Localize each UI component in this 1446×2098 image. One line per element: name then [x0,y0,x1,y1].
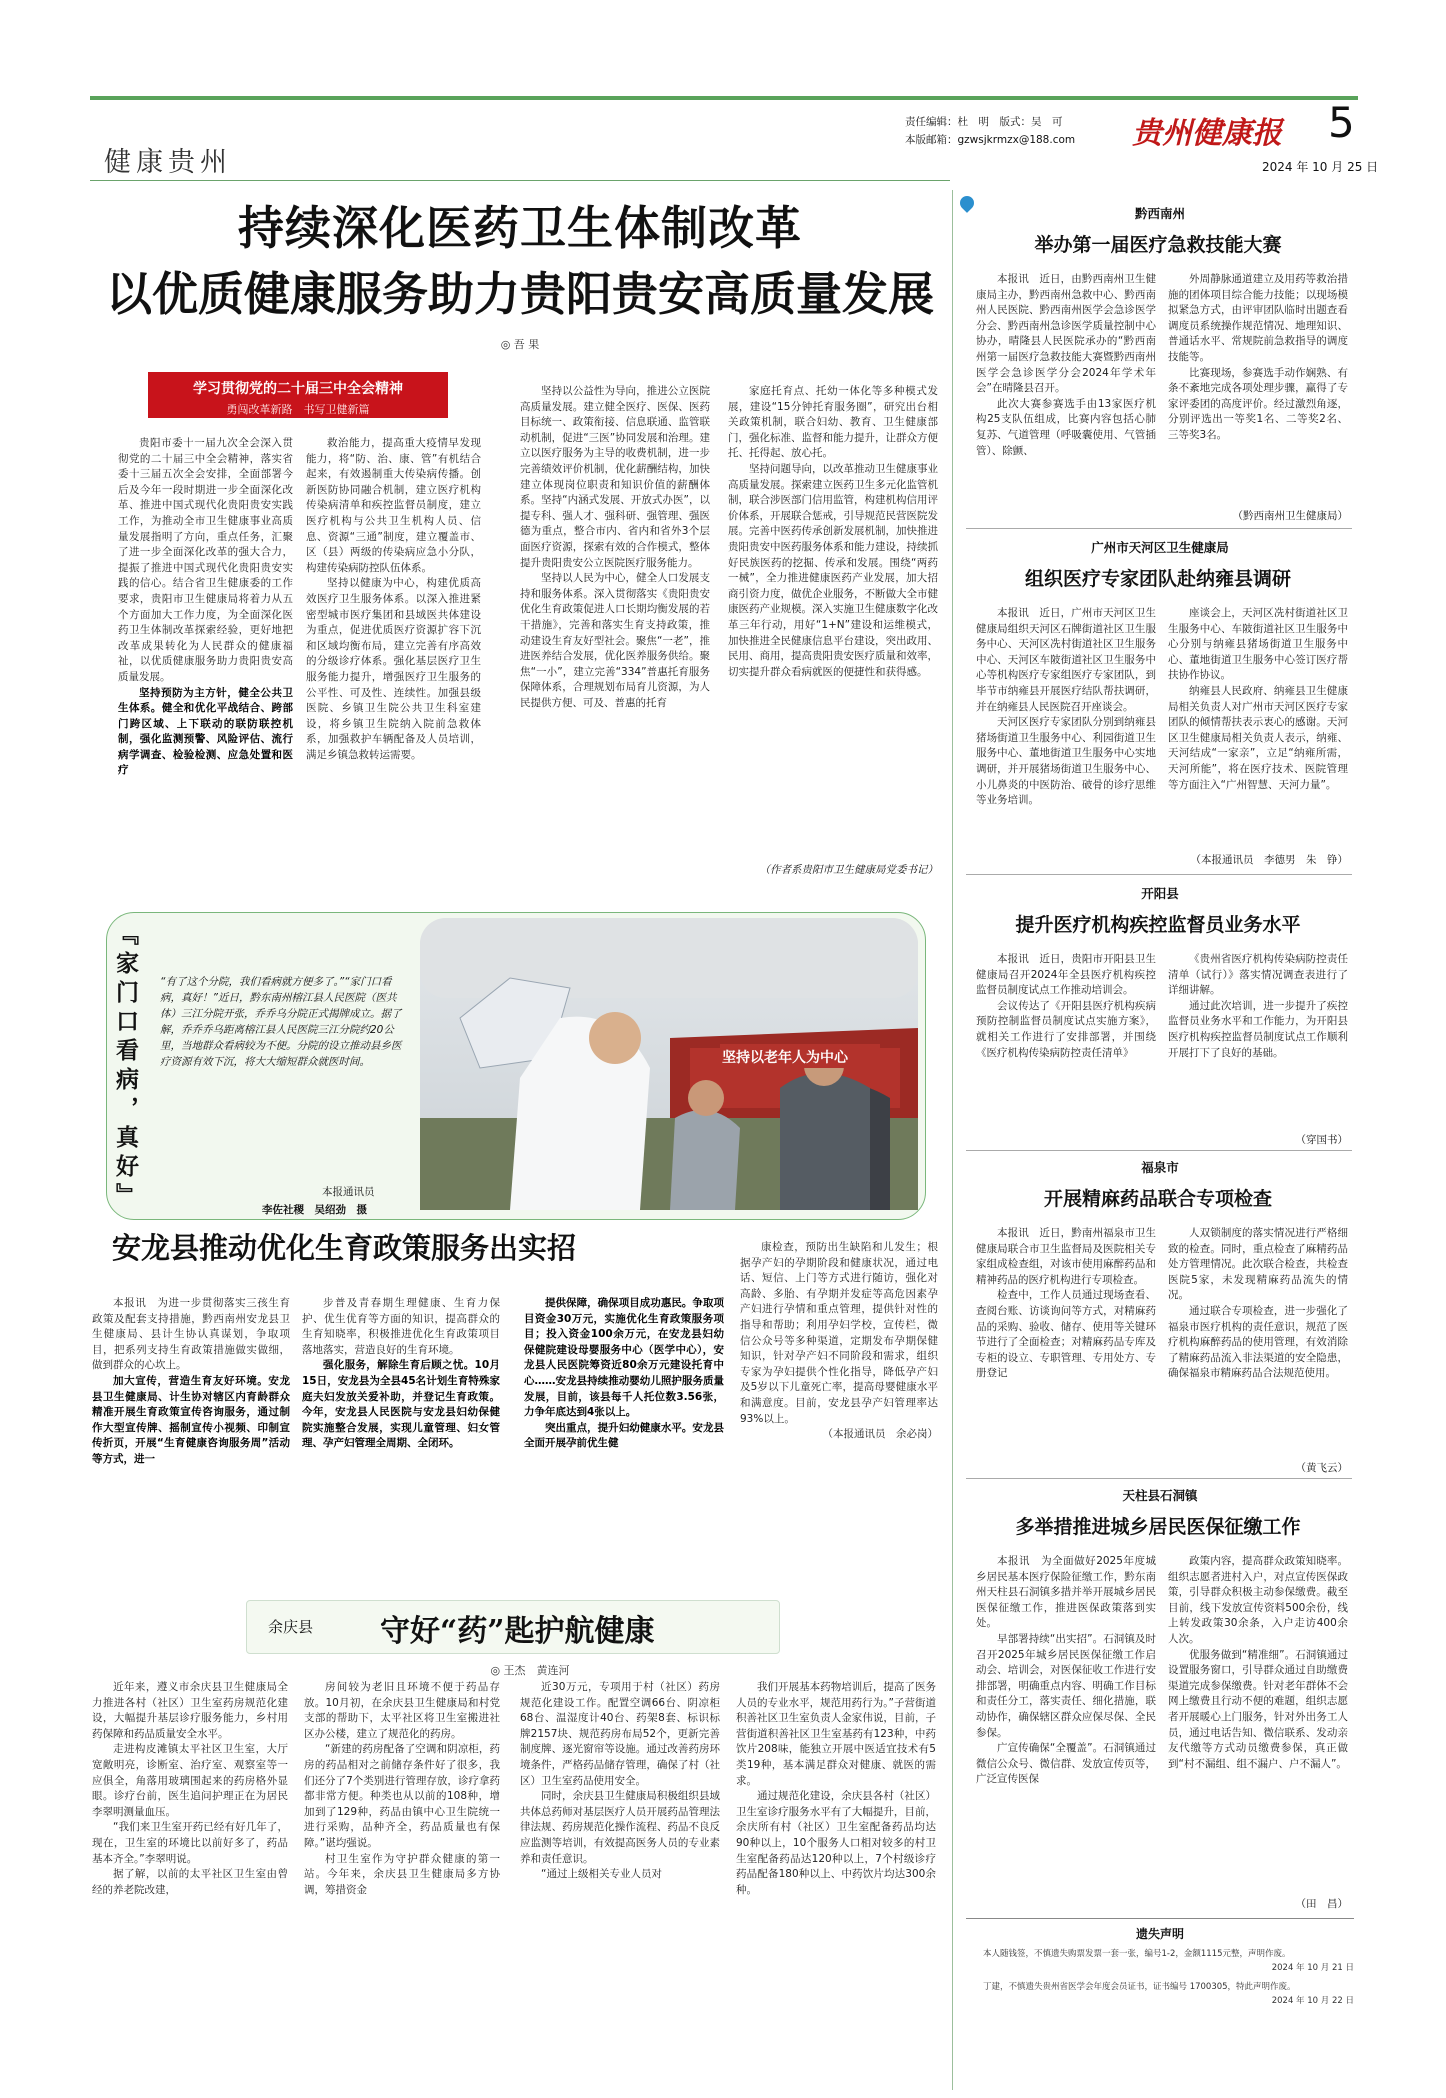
yuqing-column-3 [520,1680,720,2080]
lead-title-line1: 持续深化医药卫生体制改革 [238,201,802,255]
lead-paragraph: 坚持问题导向，以改革推动卫生健康事业高质量发展。探索建立医药卫生多元化监管机制，联合涉医部门信用监管，构建机构信用评价体系，开展联合惩戒，引导规范民营医院发展。完善中医药传承创新发展机制，加快推进贵阳贵安中医药服务体系和能力建设，持续抓好民族医药的挖掘、传承和发展。围绕“两药一械”，全力推进健康医药产业发展，加大招商引资力度，做优企业服务，不断做大全市健康医药产业规模。深入实施卫生健康数字化改革三年行动，用好“1+N”建设和运维模式，加快推进全民健康信息平台建设，突出政用、民用、商用，提高贵阳贵安医疗质量和效率，切实提升群众看病就医的便捷性和获得感。 [728,462,938,678]
notice-title: 遗失声明 [1135,1927,1184,1941]
notice-date: 2024 年 10 月 22 日 [1271,1996,1354,2006]
news-column [976,1226,1156,1476]
yuqing-paragraph: 房间较为老旧且环境不便于药品存放。10月初，在余庆县卫生健康局和村党支部的帮助下，太平社区将卫生室搬进社区办公楼，建立了规范化的药房。 [304,1681,500,1740]
lead-paragraph: 贵阳市委十一届九次全会深入贯彻党的二十届三中全会精神，落实省委十三届五次全会安排，全面部署今后及今年一段时期进一步全面深化改革、推进中国式现代化贵阳贵安实践工作，为推动全市卫生健康事业高质量发展指明了方向，重点任务，汇聚了进一步全面深化改革的强大合力，提振了推进中国式现代化贵阳贵安实践的信心。结合省卫生健康委的工作要求，贵阳市卫生健康局将着力从五个方面加大工作力度，为全面深化医药卫生体制改革探索经验，更好地把改革成果转化为人民群众的健康福祉，以优质健康服务助力贵阳贵安高质量发展。 [118,437,293,683]
yuqing-paragraph: “通过上级相关专业人员对 [541,1868,662,1881]
news-credit: （田 昌） [1295,1898,1348,1910]
lead-paragraph: 坚持以健康为中心，构建优质高效医疗卫生服务体系。以深入推进紧密型城市医疗集团和县域医共体建设为重点，促进优质医疗资源扩容下沉和区域均衡布局，建立完善有序高效的分级诊疗体系。强化基层医疗卫生服务能力提升，增强医疗卫生服务的公平性、可及性、连续性。加强县级医院、乡镇卫生院公共卫生科室建设，将乡镇卫生院纳入院前急救体系，加强救护车辆配备及人员培训，满足乡镇急救转运需要。 [306,577,481,761]
news-credit: （穿国书） [1295,1134,1348,1146]
photo-feature-vertical-title: 『家门口看病，真好』 [112,922,139,1212]
section-rule [90,180,950,181]
page-number: 5 [1328,98,1355,147]
yuqing-column-1 [92,1680,288,2080]
news-column [1168,952,1348,1122]
masthead-logo: 贵州健康报 [1132,116,1282,151]
news-paragraph: 会议传达了《开阳县医疗机构疾病预防控制监督员制度试点实施方案》，就相关工作进行了安排部署，并围绕《医疗机构传染病防控责任清单》 [976,999,1156,1059]
yuqing-paragraph: 村卫生室作为守护群众健康的第一站。今年来，余庆县卫生健康局多方协调，筹措资金 [304,1852,500,1896]
lead-paragraph: 坚持以公益性为导向，推进公立医院高质量发展。建立健全医疗、医保、医药目标统一、政策衔接、信息联通、监管联动机制，促进“三医”协同发展和治理。建立以医疗服务为主导的收费机制，进一步完善绩效评价机制，优化薪酬结构，加快建立体现岗位职责和知识价值的薪酬体系。坚持“内涵式发展、开放式办医”，以提专科、强人才、强科研、强管理、强医德为重点，整合市内、省内和省外3个层面医疗资源，探索有效的合作模式，整体提升贵阳贵安公立医院医疗服务能力。 [520,385,710,569]
top-rule [90,96,1358,100]
news-photo [420,918,918,1210]
news-credit: （本报通讯员 李德男 朱 铮） [1190,854,1348,866]
news-paragraph: 比赛现场，参赛选手动作娴熟、有条不紊地完成各项处理步骤，赢得了专家评委团的高度评价。经过激烈角逐，分别评选出一等奖1名、二等奖2名、三等奖3名。 [1168,366,1348,441]
email-line: 本版邮箱：gzwsjkrmzx@188.com [905,134,1076,146]
lead-paragraph: 坚持预防为主方针，健全公共卫生体系。健全和优化平战结合、跨部门跨区域、上下联动的联防联控机制，强化监测预警、风险评估、流行病学调查、检验检测、应急处置和医疗 [118,686,293,777]
news-column [976,272,1156,518]
news-region: 天柱县石洞镇 [1122,1488,1198,1503]
section-label: 健康贵州 [104,147,232,178]
anlong-column-3 [524,1296,724,1596]
news-divider [966,1150,1352,1151]
news-paragraph: 纳雍县人民政府、纳雍县卫生健康局相关负责人对广州市天河区医疗专家团队的倾情帮扶表示衷心的感谢。天河区卫生健康局相关负责人表示，纳雍、天河结成“一家亲”，立足“纳雍所需，天河所能”，将在医疗技术、医院管理等方面注入“广州智慧、天河力量”。 [1168,684,1348,791]
anlong-column-4 [740,1240,938,1586]
photo-credit-names: 李佐社稷 吴绍劲 摄 [262,1204,367,1216]
photo-credit-label: 本报通讯员 [322,1186,375,1198]
news-column [976,606,1156,868]
lost-notice [966,1918,1354,2069]
photo-banner-text: 坚持以老年人为中心 [722,1050,848,1066]
anlong-paragraph: 康检查，预防出生缺陷和儿发生；根据孕产妇的孕期阶段和健康状况，通过电话、短信、上门等方式进行随访，强化对高龄、多胎、有孕期并发症等高危因素孕产妇进行孕情和重点管理，提供针对性的指导和帮助；利用孕妇学校，宣传栏，微信公众号等多种渠道，定期发布孕期保健知识，针对孕产妇不同阶段和需求，组织专家为孕妇提供个性化指导，降低孕产妇及5岁以下儿童死亡率，提高母婴健康水平和满意度。目前，安龙县孕产妇管理率达93%以上。 [740,1241,938,1425]
anlong-column-2 [302,1296,500,1596]
news-region: 开阳县 [1141,886,1179,901]
lead-column-4 [728,384,938,854]
lead-title-line2: 以优质健康服务助力贵阳贵安高质量发展 [106,267,934,321]
notice-line: 丁建，不慎遗失贵州省医学会年度会员证书，证书编号 1700305，特此声明作废。 [983,1982,1296,1992]
news-divider [966,528,1352,529]
news-divider [966,874,1352,875]
column-divider [952,190,953,2090]
news-paragraph: 此次大赛参赛选手由13家医疗机构25支队伍组成，比赛内容包括心肺复苏、气道管理（呼吸囊使用、气管插管）、除颤、 [976,397,1156,457]
news-region: 福泉市 [1141,1160,1179,1175]
campaign-banner [148,372,448,418]
lead-paragraph: 坚持以人民为中心，健全人口发展支持和服务体系。深入贯彻落实《贵阳贵安优化生育政策促进人口长期均衡发展的若干措施》，完善和落实生育支持政策，推动建设生育友好型社会。聚焦“一老”，推进医养结合发展，优化医养服务供给。聚焦“一小”，建立完善“334”普惠托育服务保障体系，合理规划布局育儿资源，为人民提供方便、可及、普惠的托育 [520,572,710,709]
anlong-paragraph: 提供保障，确保项目成功惠民。争取项目资金30万元，实施优化生育政策服务项目；投入资金100余万元，在安龙县妇幼保健院建设母婴服务中心（医学中心），安龙县人民医院筹资近80余万元建设托育中心……安龙县持续推动婴幼儿照护服务质量发展，目前，该县每千人托位数3.56张，力争年底达到4张以上。 [524,1297,724,1419]
lead-credit: （作者系贵阳市卫生健康局党委书记） [759,864,938,876]
news-paragraph: 检查中，工作人员通过现场查看、查阅台账、访谈询问等方式，对精麻药品的采购、验收、储存、使用等关键环节进行了全面检查；对精麻药品专库及专柜的设立、专职管理、专用处方、专册登记 [976,1289,1156,1380]
news-title: 组织医疗专家团队赴纳雍县调研 [1024,568,1291,590]
news-title: 提升医疗机构疾控监督员业务水平 [1015,914,1301,936]
news-column [976,1554,1156,1914]
photo-caption [160,974,404,1070]
news-title: 多举措推进城乡居民医保征缴工作 [1015,1516,1301,1538]
news-paragraph: 本报讯 为全面做好2025年度城乡居民基本医疗保险征缴工作，黔东南州天柱县石洞镇多措并举开展城乡居民医保征缴工作，推进医保政策落到实处。 [976,1555,1156,1630]
lead-author: ◎ 吾 果 [500,338,540,351]
lead-column-1 [118,436,293,906]
location-pin-icon [957,193,977,213]
news-paragraph: 座谈会上，天河区冼村街道社区卫生服务中心、车陂街道社区卫生服务中心分别与纳雍县猪场街道卫生服务中心、董地街道卫生服务中心签订医疗帮扶协作协议。 [1168,607,1348,682]
news-divider [966,1478,1352,1479]
anlong-paragraph: 加大宣传，营造生育友好环境。安龙县卫生健康局、计生协对辖区内育龄群众精准开展生育政策宣传咨询服务，通过制作大型宣传牌、摇制宣传小视频、印制宣传折页，开展“生育健康咨询服务周”活动等方式，进一 [92,1374,290,1465]
anlong-column-1 [92,1296,290,1596]
news-paragraph: 通过此次培训，进一步提升了疾控监督员业务水平和工作能力，为开阳县医疗机构疾控监督员制度试点工作顺利开展打下了良好的基础。 [1168,999,1348,1059]
yuqing-title: 守好“药”匙护航健康 [380,1614,655,1649]
lead-paragraph: 家庭托育点、托幼一体化等多种模式发展，建设“15分钟托育服务圈”，研究出台相关政策机制，联合妇幼、教育、卫生健康部门，强化标准、监督和能力提升，让群众方便托、托得起、放心托。 [728,385,938,460]
notice-date: 2024 年 10 月 21 日 [1271,1963,1354,1973]
news-column [1168,272,1348,494]
yuqing-paragraph: 近30万元，专项用于村（社区）药房规范化建设工作。配置空调66台、阴凉柜68台、温湿度计40台、药架8套、标识标牌2157块、规范药房布局52个，更新完善制度牌、逐光窗帘等设施。通过改善药房环境条件，严格药品储存管理，确保了村（社区）卫生室药品使用安全。 [520,1681,720,1787]
news-paragraph: 天河区医疗专家团队分别到纳雍县猪场街道卫生服务中心、利园街道卫生服务中心、董地街道卫生服务中心实地调研，并开展猪场街道卫生服务中心、小儿鼻炎的中医防治、破骨的诊疗思维等业务培训。 [976,716,1156,807]
anlong-credit: （本报通讯员 余必岗） [822,1428,938,1441]
yuqing-paragraph: 同时，余庆县卫生健康局积极组织县域共体总药师对基层医疗人员开展药品管理法律法规、药房规范化操作流程、药品不良反应监测等培训，有效提高医务人员的专业素养和责任意识。 [520,1790,720,1865]
anlong-paragraph: 突出重点，提升妇幼健康水平。安龙县全面开展孕前优生健 [524,1421,724,1450]
anlong-paragraph: 本报讯 为进一步贯彻落实三孩生育政策及配套支持措施，黔西南州安龙县卫生健康局、县计生协认真谋划，争取项目，把系列支持生育政策措施做实做细，做到群众的心坎上。 [92,1297,290,1372]
yuqing-author: ◎ 王杰 黄连河 [490,1664,570,1677]
news-column [1168,1226,1348,1454]
news-paragraph: 人双锁制度的落实情况进行严格细致的检查。同时，重点检查了麻精药品处方管理情况。此次联合检查，共检查医院5家，未发现精麻药品流失的情况。 [1168,1227,1348,1302]
campaign-banner-title: 学习贯彻党的二十届三中全会精神 [193,381,403,397]
yuqing-paragraph: 通过规范化建设，余庆县各村（社区）卫生室诊疗服务水平有了大幅提升，目前，余庆所有村（社区）卫生室配备药品均达90种以上，10个服务人口相对较多的村卫生室配备药品达120种以上，7个村级诊疗药品配备180种以上、中药饮片均达300余种。 [736,1790,936,1896]
photo-caption-text: “有了这个分院，我们看病就方便多了。”“家门口看病，真好！”近日，黔东南州榕江县人民医院（医共体）三江分院开张，乔乔乌分院正式揭牌成立。据了解，乔乔乔乌距离榕江县人民医院三江分院约20公里，当地群众看病较为不便。分院的设立推动县乡医疗资源有效下沉，将大大缩短群众就医时间。 [160,976,402,1068]
notice-line: 本人随钱签，不慎遗失购票发票一套一张，编号1-2，金额1115元整，声明作废。 [983,1949,1291,1959]
news-region: 广州市天河区卫生健康局 [1091,540,1229,555]
yuqing-paragraph: “我们来卫生室开药已经有好几年了，现在，卫生室的环境比以前好多了，药品基本齐全。”李翠明说。 [92,1821,288,1865]
news-credit: （黔西南州卫生健康局） [1232,510,1348,522]
news-column [1168,606,1348,848]
news-credit: （黄飞云） [1295,1462,1348,1474]
yuqing-paragraph: 我们开展基本药物培训后，提高了医务人员的专业水平，规范用药行为。”子营街道积善社区卫生室负责人金家伟说，目前，子营街道积善社区卫生室基药有123种，中药饮片208味，能独立开展中医适宜技术有5类19种，基本满足群众对健康、就医的需求。 [736,1681,936,1787]
news-column [976,952,1156,1142]
news-paragraph: 通过联合专项检查，进一步强化了福泉市医疗机构的责任意识，规范了医疗机构麻醉药品的使用管理，有效消除了精麻药品流入非法渠道的安全隐患，确保福泉市精麻药品合法规范使用。 [1168,1304,1348,1380]
anlong-title: 安龙县推动优化生育政策服务出实招 [112,1231,577,1265]
news-paragraph: 本报讯 近日，由黔西南州卫生健康局主办，黔西南州急救中心、黔西南州人民医院、黔西南州医学会急诊医学分会、黔西南州急诊医学质量控制中心协办，晴隆县人民医院承办的“黔西南州第一届医疗急救技能大赛暨黔西南州医学会急诊医学分会2024年学术年会”在晴隆县召开。 [976,273,1156,395]
news-paragraph: 本报讯 近日，贵阳市开阳县卫生健康局召开2024年全县医疗机构疾控监督员制度试点工作推动培训会。 [976,953,1156,997]
news-title: 开展精麻药品联合专项检查 [1043,1188,1272,1210]
anlong-paragraph: 步普及青春期生理健康、生育力保护、优生优育等方面的知识，提高群众的生育知晓率，积极推进优化生育政策项目落地落实，营造良好的生育环境。 [302,1297,500,1356]
yuqing-paragraph: 近年来，遵义市余庆县卫生健康局全力推进各村（社区）卫生室药房规范化建设，大幅提升基层诊疗服务能力，乡村用药保障和药品质量安全水平。 [92,1681,288,1740]
yuqing-place: 余庆县 [268,1618,314,1636]
yuqing-column-4 [736,1680,936,2080]
news-paragraph: 外周静脉通道建立及用药等救治措施的团体项目综合能力技能；以现场模拟紧急方式，由评审团队临时出题查看调度员系统操作规范情况、地理知识、普通话水平、常规院前急救指导的调度技能等。 [1168,273,1348,363]
editor-line: 责任编辑：杜 明 版式：吴 可 [905,116,1063,128]
anlong-paragraph: 强化服务，解除生育后顾之忧。10月15日，安龙县为全县45名计划生育特殊家庭夫妇发放关爱补助，并登记生育政策。今年，安龙县人民医院与安龙县妇幼保健院实施整合发展，实现儿童管理、妇女管理、孕产妇管理全周期、全闭环。 [302,1359,500,1450]
yuqing-paragraph: 据了解，以前的太平社区卫生室由曾经的养老院改建， [92,1868,288,1896]
campaign-banner-sub: 勇闯改革新路 书写卫健新篇 [226,403,370,416]
news-title: 举办第一届医疗急救技能大赛 [1034,234,1282,256]
news-region: 黔西南州 [1134,206,1185,221]
yuqing-paragraph: “新建的药房配备了空调和阴凉柜，药房的药品相对之前储存条件好了很多，我们还分了7个类别进行管理存放，诊疗拿药都非常方便。种类也从以前的108种，增加到了129种，药品由镇中心卫生院统一进行采购，品种齐全，药品质量也有保障。”谌均强说。 [304,1743,500,1849]
news-paragraph: 早部署持续“出实招”。石洞镇及时召开2025年城乡居民医保征缴工作启动会、培训会，对医保征收工作进行安排部署，明确重点内容、明确工作目标和责任分工，落实责任、细化措施，联动协作，确保辖区群众应保尽保、全民参保。 [976,1632,1156,1739]
yuqing-paragraph: 走进构皮滩镇太平社区卫生室，大厅宽敞明亮，诊断室、治疗室、观察室等一应俱全，角落用玻璃围起来的药房格外显眼。诊疗台前，医生追问护理正在为居民李翠明测量血压。 [92,1743,288,1818]
news-paragraph: 《贵州省医疗机构传染病防控责任清单（试行）》落实情况调查表进行了详细讲解。 [1168,953,1348,997]
news-paragraph: 优服务做到“精准细”。石洞镇通过设置服务窗口，引导群众通过自助缴费渠道完成参保缴费。针对老年群体不会网上缴费且行动不便的难题，组织志愿者开展暖心上门服务，针对外出务工人员，通过电话告知、微信联系、发动亲友代缴等方式动员缴费参保，真正做到“村不漏组、组不漏户、户不漏人”。 [1168,1648,1348,1770]
news-column [1168,1554,1348,1894]
yuqing-column-2 [304,1680,500,2080]
news-paragraph: 政策内容，提高群众政策知晓率。组织志愿者进村入户，对点宣传医保政策，引导群众积极主动参保缴费。截至目前，线下发放宣传资料500余份，线上转发政策30余条，入户走访400余人次。 [1168,1555,1348,1645]
lead-column-3 [520,384,710,906]
lead-column-2 [306,436,481,906]
lead-paragraph: 救治能力，提高重大疫情早发现能力，将“防、治、康、管”有机结合起来，有效遏制重大传染病传播。创新医防协同融合机制，建立医疗机构传染病清单和疾控监督员制度，建立医疗机构与公共卫生机构人员、信息、资源“三通”制度，建立覆盖市、区（县）两级的传染病应急小分队，构建传染病防控队伍体系。 [306,437,481,574]
news-paragraph: 本报讯 近日，黔南州福泉市卫生健康局联合市卫生监督局及医院相关专家组成检查组，对该市使用麻醉药品和精神药品的医疗机构进行专项检查。 [976,1227,1156,1286]
issue-date: 2024 年 10 月 25 日 [1262,160,1379,174]
news-paragraph: 本报讯 近日，广州市天河区卫生健康局组织天河区石牌街道社区卫生服务中心、天河区冼村街道社区卫生服务中心、天河区车陂街道社区卫生服务中心等机构医疗专家组医疗专家团队，到毕节市纳雍县开展医疗结队帮扶调研，并在纳雍县人民医院召开座谈会。 [976,607,1156,713]
news-paragraph: 广宣传确保“全覆盖”。石洞镇通过微信公众号、微信群、发放宣传页等，广泛宣传医保 [976,1742,1156,1786]
